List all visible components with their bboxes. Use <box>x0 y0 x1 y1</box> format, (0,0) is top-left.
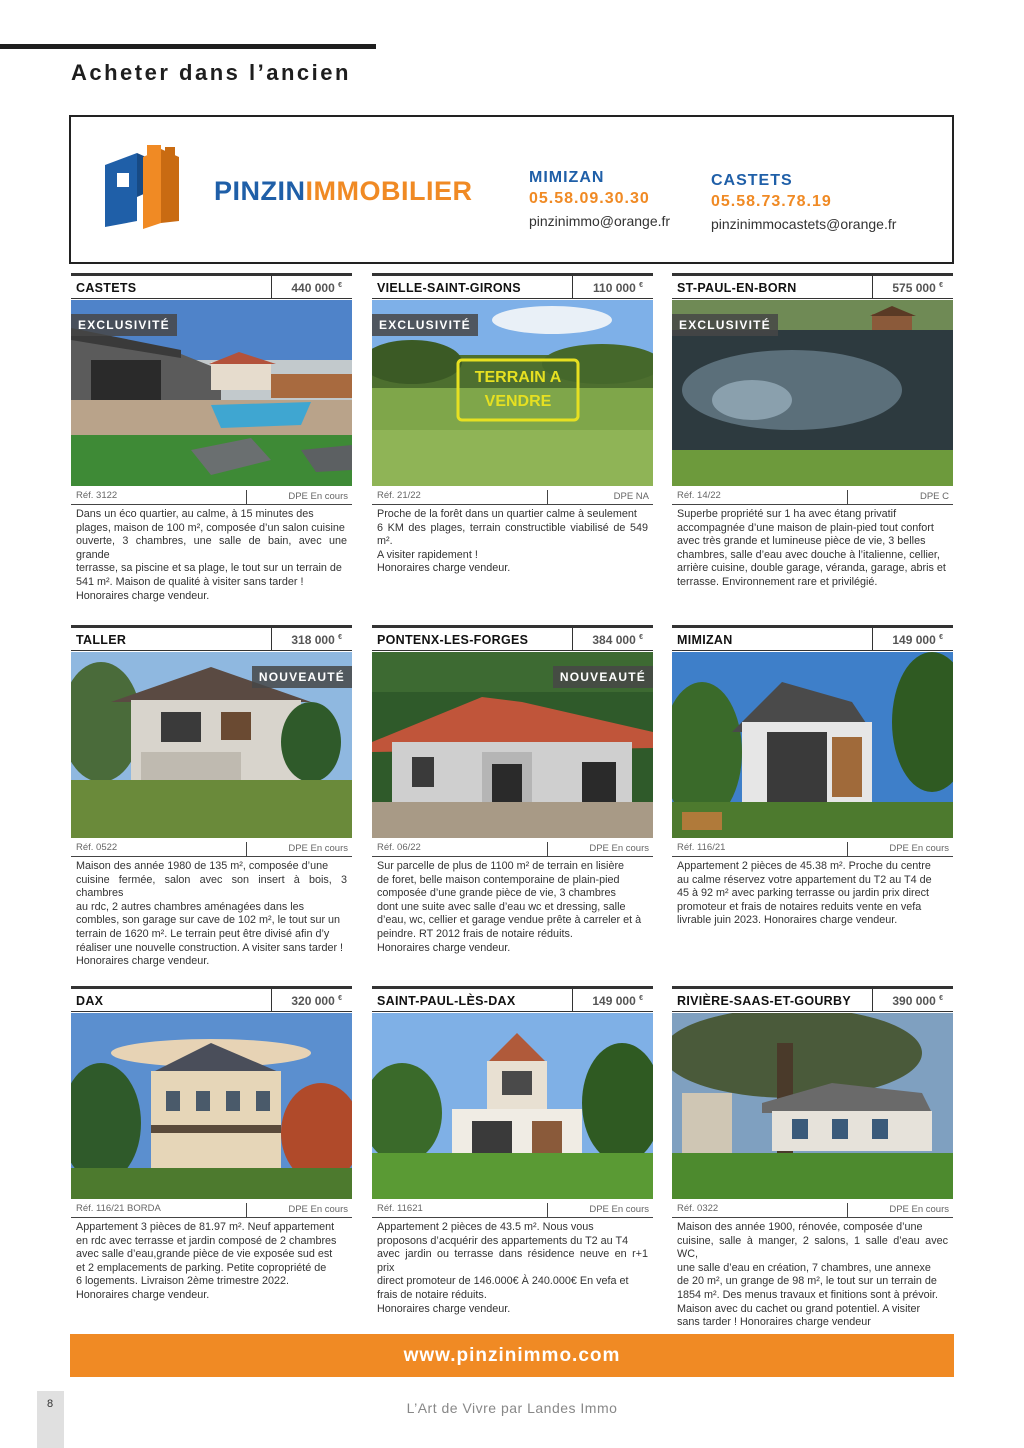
listing-header <box>372 273 653 299</box>
listing-ref: Réf. 21/22 <box>377 490 421 501</box>
listing-town: RIVIÈRE-SAAS-ET-GOURBY <box>677 994 851 1008</box>
listing-dpe: DPE En cours <box>288 843 348 854</box>
listing-ref-line <box>672 1200 953 1218</box>
listing-description: Proche de la forêt dans un quartier calme à seulement 6 KM des plages, terrain constructible viabilisé de 549 m². A visiter rapidement ! Honoraires charge vendeur. <box>377 508 648 575</box>
apartment-photo <box>672 652 953 838</box>
office-email[interactable]: pinzinimmocastets@orange.fr <box>711 216 897 232</box>
listing-ref: Réf. 0522 <box>76 842 118 853</box>
listing-ref-line <box>71 1200 352 1218</box>
office-email[interactable]: pinzinimmo@orange.fr <box>529 213 671 229</box>
office-city: CASTETS <box>711 172 793 189</box>
listing-photo[interactable] <box>71 1013 352 1199</box>
listing-ref-line <box>372 839 653 857</box>
listing-price: 149 000 € <box>572 989 653 1011</box>
listing-price: 384 000 € <box>572 628 653 650</box>
office-phone[interactable]: 05.58.09.30.30 <box>529 190 650 207</box>
listing-description: Sur parcelle de plus de 1100 m² de terrain en lisière de foret, belle maison contemporaine de plain-pied composée d’une grande pièce de vie, 3 chambres dont une suite avec salle d’eau wc et dressing, salle d’eau, wc, cellier et garage vendue prête à carreler et à peindre. RT 2012 frais de notaire réduits. Honoraires charge vendeur. <box>377 860 642 954</box>
listing-town: TALLER <box>76 633 127 647</box>
listing-card[interactable] <box>71 986 352 1303</box>
listing-photo[interactable] <box>71 300 352 486</box>
footer-text: L’Art de Vivre par Landes Immo <box>406 1400 618 1416</box>
listing-dpe: DPE NA <box>613 491 649 502</box>
listing-card[interactable] <box>372 625 653 955</box>
old-house-photo <box>672 1013 953 1199</box>
listing-town: DAX <box>76 994 104 1008</box>
office-city: MIMIZAN <box>529 169 605 186</box>
listing-dpe: DPE En cours <box>589 1204 649 1215</box>
listing-card[interactable] <box>372 986 653 1316</box>
listing-photo[interactable] <box>372 652 653 838</box>
listing-ref: Réf. 14/22 <box>677 490 721 501</box>
listing-card[interactable] <box>71 625 352 969</box>
listing-photo[interactable] <box>71 652 352 838</box>
listing-town: MIMIZAN <box>677 633 733 647</box>
listing-town: SAINT-PAUL-LÈS-DAX <box>377 994 516 1008</box>
agency-header <box>69 115 954 264</box>
listing-price: 390 000 € <box>872 989 953 1011</box>
listing-price: 440 000 € <box>271 276 352 298</box>
listing-ref: Réf. 116/21 <box>677 842 726 853</box>
listing-ref: Réf. 3122 <box>76 490 118 501</box>
listing-ref: Réf. 06/22 <box>377 842 421 853</box>
listing-price: 320 000 € <box>271 989 352 1011</box>
listing-ref: Réf. 116/21 BORDA <box>76 1203 161 1214</box>
listing-dpe: DPE C <box>919 491 949 502</box>
listing-ref-line <box>372 1200 653 1218</box>
listing-dpe: DPE En cours <box>889 843 949 854</box>
pinzin-logo-icon <box>103 143 183 229</box>
listing-ref-line <box>672 487 953 505</box>
listing-dpe: DPE En cours <box>589 843 649 854</box>
listing-header <box>372 986 653 1012</box>
listing-price: 575 000 € <box>872 276 953 298</box>
listing-description: Maison des année 1900, rénovée, composée d’une cuisine, salle à manger, 2 salons, 1 salle d’eau avec WC, une salle d’eau en création, 7 chambres, une annexe de 20 m², un grange de 98 m², le tout sur un terrain de 1854 m². Des menus travaux et finitions sont à prévoir. Maison avec du cachet ou grand potentiel. A visiter sans tarder ! Honoraires charge vendeur <box>677 1221 948 1329</box>
office-castets <box>711 172 896 232</box>
listing-description: Maison des année 1980 de 135 m², composée d’une cuisine fermée, salon avec son insert à bois, 3 chambres au rdc, 2 autres chambres aménagées dans les combles, son garage sur cave de 102 m², le tout sur un terrain de 1620 m². Le terrain peut être divisé afin d’y réaliser une nouvelle construction. A visiter sans tarder ! Honoraires charge vendeur. <box>76 860 347 968</box>
listing-card[interactable] <box>71 273 352 603</box>
listing-town: VIELLE-SAINT-GIRONS <box>377 281 521 295</box>
listing-ref: Réf. 0322 <box>677 1203 719 1214</box>
brand-part-2: IMMOBILIER <box>305 176 473 206</box>
page-title: Acheter dans l’ancien <box>71 60 351 85</box>
listing-photo[interactable] <box>672 300 953 486</box>
listing-photo[interactable] <box>372 1013 653 1199</box>
listing-ref-line <box>71 839 352 857</box>
listing-header <box>672 986 953 1012</box>
brand-name <box>214 176 473 207</box>
listing-photo[interactable] <box>672 1013 953 1199</box>
townhouse-photo <box>372 1013 653 1199</box>
top-rule <box>0 44 376 49</box>
listing-badge: EXCLUSIVITÉ <box>372 314 478 336</box>
listing-description: Appartement 2 pièces de 45.38 m². Proche du centre au calme réservez votre appartement du T2 au T4 de 45 à 92 m² avec parking terrasse ou jardin prix direct promoteur et frais de notaires reduits vente en vefa livrable juin 2023. Honoraires charge vendeur. <box>677 860 932 927</box>
listing-ref-line <box>71 487 352 505</box>
listing-description: Superbe propriété sur 1 ha avec étang privatif accompagnée d’une maison de plain-pied tout confort avec très grande et lumineuse pièce de vie, 3 belles chambres, salle d’eau avec douche à l’italienne, cellier, arrière cuisine, double garage, véranda, garage, abris et terrasse. Environnement rare et privilégié. <box>677 508 946 588</box>
listing-description: Dans un éco quartier, au calme, à 15 minutes des plages, maison de 100 m², composée d’un salon cuisine ouverte, 3 chambres, une salle de bain, avec une grande terrasse, sa piscine et sa plage, le tout sur un terrain de 541 m². Maison de qualité à visiter sans tarder ! Honoraires charge vendeur. <box>76 508 347 602</box>
listing-card[interactable] <box>672 986 953 1330</box>
listing-card[interactable] <box>672 273 953 590</box>
listing-ref-line <box>672 839 953 857</box>
listing-header <box>672 625 953 651</box>
residence-photo <box>71 1013 352 1199</box>
listing-description: Appartement 3 pièces de 81.97 m². Neuf appartement en rdc avec terrasse et jardin composé de 2 chambres avec salle d’eau,grande pièce de vie exposée sud est et 2 emplacements de parking. Petite copropriété de 6 logements. Livraison 2ème trimestre 2022. Honoraires charge vendeur. <box>76 1221 337 1301</box>
office-phone[interactable]: 05.58.73.78.19 <box>711 193 832 210</box>
listing-town: CASTETS <box>76 281 137 295</box>
listing-badge: NOUVEAUTÉ <box>553 666 653 688</box>
listing-header <box>372 625 653 651</box>
listing-dpe: DPE En cours <box>288 1204 348 1215</box>
listing-price: 149 000 € <box>872 628 953 650</box>
listing-badge: NOUVEAUTÉ <box>252 666 352 688</box>
brand-part-1: PINZIN <box>214 176 306 206</box>
page-number: 8 <box>47 1398 54 1410</box>
listing-description: Appartement 2 pièces de 43.5 m². Nous vous proposons d’acquérir des appartements du T2 au T4 avec jardin ou terrasse dans résidence neuve en r+1 prix direct promoteur de 146.000€ À 240.000€ En vefa et frais de notaire réduits. Honoraires charge vendeur. <box>377 1221 648 1315</box>
listing-header <box>672 273 953 299</box>
listing-dpe: DPE En cours <box>288 491 348 502</box>
listing-dpe: DPE En cours <box>889 1204 949 1215</box>
listing-header <box>71 273 352 299</box>
listing-ref-line <box>372 487 653 505</box>
listing-ref: Réf. 11621 <box>377 1203 423 1214</box>
listing-card[interactable] <box>672 625 953 928</box>
land-sign: TERRAIN A VENDRE <box>474 369 562 410</box>
website-banner[interactable]: www.pinzinimmo.com <box>70 1334 954 1377</box>
listing-town: PONTENX-LES-FORGES <box>377 633 529 647</box>
listing-card[interactable] <box>372 273 653 576</box>
listing-header <box>71 986 352 1012</box>
listing-price: 110 000 € <box>572 276 653 298</box>
listing-price: 318 000 € <box>271 628 352 650</box>
listing-town: ST-PAUL-EN-BORN <box>677 281 797 295</box>
listing-badge: EXCLUSIVITÉ <box>672 314 778 336</box>
office-mimizan <box>529 169 670 229</box>
listing-photo[interactable] <box>672 652 953 838</box>
listing-badge: EXCLUSIVITÉ <box>71 314 177 336</box>
listing-photo[interactable] <box>372 300 653 486</box>
listing-header <box>71 625 352 651</box>
